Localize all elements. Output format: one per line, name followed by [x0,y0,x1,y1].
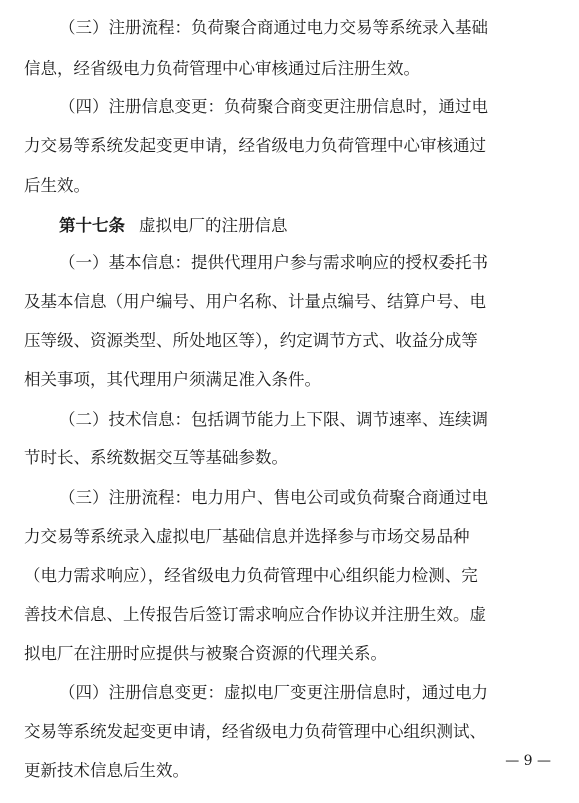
paragraph-line: 力交易等系统发起变更申请，经省级电力负荷管理中心审核通过 [24,136,486,155]
paragraph-line: （三）注册流程：负荷聚合商通过电力交易等系统录入基础 [59,18,488,37]
paragraph-line: （一）基本信息：提供代理用户参与需求响应的授权委托书 [59,253,488,272]
article-title: 虚拟电厂的注册信息 [139,216,288,235]
paragraph-line: （电力需求响应），经省级电力负荷管理中心组织能力检测、完 [24,566,478,585]
paragraph-line: 交易等系统发起变更申请，经省级电力负荷管理中心组织测试、 [24,722,486,741]
paragraph-line: 信息，经省级电力负荷管理中心审核通过后注册生效。 [24,59,420,78]
paragraph-line: （四）注册信息变更：虚拟电厂变更注册信息时，通过电力 [59,683,488,702]
paragraph-line: （二）技术信息：包括调节能力上下限、调节速率、连续调 [59,410,488,429]
paragraph-line: 后生效。 [24,176,90,195]
article-heading-line [59,216,554,236]
paragraph-line: （四）注册信息变更：负荷聚合商变更注册信息时，通过电 [59,97,488,116]
paragraph-line: （三）注册流程：电力用户、售电公司或负荷聚合商通过电 [59,488,488,507]
paragraph-line: 节时长、系统数据交互等基础参数。 [24,448,288,467]
paragraph-line: 拟电厂在注册时应提供与被聚合资源的代理关系。 [24,644,387,663]
paragraph-line: 相关事项，其代理用户须满足准入条件。 [24,370,321,389]
article-number: 第十七条 [59,216,125,235]
paragraph-line: 力交易等系统录入虚拟电厂基础信息并选择参与市场交易品种 [24,527,470,546]
paragraph-line: 及基本信息（用户编号、用户名称、计量点编号、结算户号、电 [24,292,486,311]
paragraph-line: 更新技术信息后生效。 [24,761,189,780]
paragraph-line: 压等级、资源类型、所处地区等），约定调节方式、收益分成等 [24,331,478,350]
paragraph-line: 善技术信息、上传报告后签订需求响应合作协议并注册生效。虚 [24,605,486,624]
page-number: — 9 — [505,753,551,769]
